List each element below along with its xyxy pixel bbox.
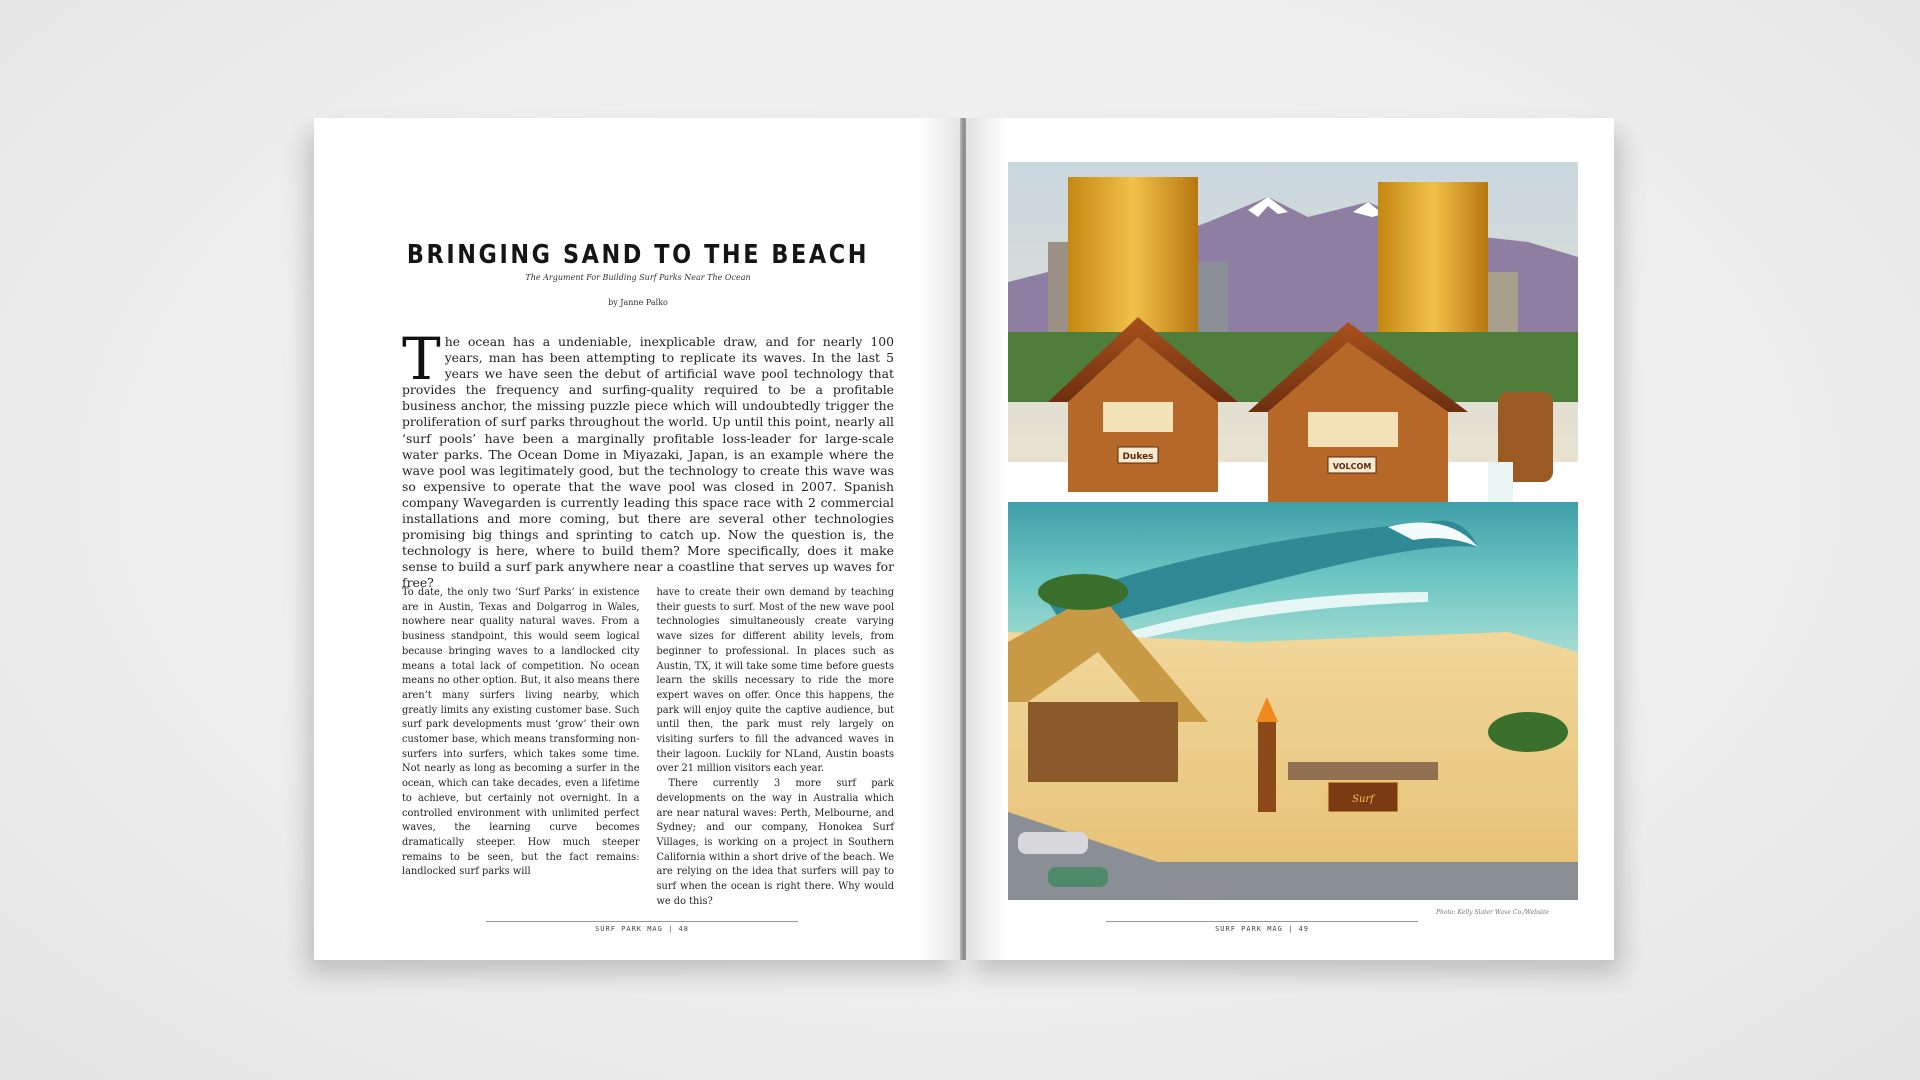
photo-credit: Photo: Kelly Slater Wave Co./Website bbox=[1436, 909, 1549, 916]
article-title: BRINGING SAND TO THE BEACH bbox=[406, 240, 870, 270]
surf-park-illustration bbox=[1008, 162, 1578, 900]
folio-rule bbox=[486, 921, 798, 922]
folio-right bbox=[1106, 921, 1418, 933]
folio-text: SURF PARK MAG | 49 bbox=[1215, 925, 1309, 933]
lodge-window bbox=[1103, 402, 1173, 432]
tiki-hut-bottom bbox=[1028, 702, 1178, 782]
article-subtitle: The Argument For Building Surf Parks Near The Ocean bbox=[525, 273, 751, 282]
sign-volcom-text: VOLCOM bbox=[1332, 462, 1372, 471]
car bbox=[1018, 832, 1088, 854]
body-columns bbox=[402, 586, 894, 909]
body-paragraph: There currently 3 more surf park developments on the way in Australia which are near natural waves: Perth, Melbourne, and Sydney; and our company, Honokea Surf Villages, is working on a project in Southern California within a short drive of the beach. We are relying on the idea that surfers will pay to surf when the ocean is right there. Why would we do this? bbox=[656, 778, 894, 907]
body-column-1 bbox=[402, 586, 640, 909]
car bbox=[1048, 867, 1108, 887]
crowd bbox=[1288, 762, 1438, 780]
article-byline: by Janne Palko bbox=[608, 298, 668, 307]
folio-text: SURF PARK MAG | 48 bbox=[595, 925, 689, 933]
tiki-torch bbox=[1258, 722, 1276, 812]
drop-cap: T bbox=[402, 325, 441, 393]
lodge-window bbox=[1308, 412, 1398, 447]
magazine-spread bbox=[314, 118, 1614, 960]
folio-rule bbox=[1106, 921, 1418, 922]
lead-paragraph bbox=[402, 325, 894, 592]
sign-dukes-text: Dukes bbox=[1122, 452, 1154, 462]
palm-tree bbox=[1488, 712, 1568, 752]
body-paragraph: have to create their own demand by teaching their guests to surf. Most of the new wave pool technologies simultaneously create varying wave sizes for different ability levels, from beginner to professional. In places such as Austin, TX, it will take some time before guests learn the skills necessary to ride the more expert waves on offer. Once this happens, the park will enjoy quite the captive audience, but until then, the park must rely largely on visiting surfers to fill the advanced waves in their lagoon. Luckily for NLand, Austin boasts over 21 million visitors each year. bbox=[656, 587, 894, 775]
folio-left bbox=[486, 921, 798, 933]
body-paragraph: To date, the only two ‘Surf Parks’ in existence are in Austin, Texas and Dolgarrog in Wales, nowhere near quality natural waves. From a business standpoint, this would seem logical because bringing waves to a landlocked city means a total lack of competition. No ocean means no other option. But, it also means there aren’t many surfers living nearby, which greatly limits any existing customer base. Such surf park developments must ‘grow’ their own customer base, which means transforming non-surfers into surfers, which takes some time. Not nearly as long as becoming a surfer in the ocean, which can take decades, even a lifetime to achieve, but certainly not overnight. In a controlled environment with unlimited perfect waves, the learning curve becomes dramatically steeper. How much steeper remains to be seen, but the fact remains: landlocked surf parks will bbox=[402, 587, 640, 878]
body-column-2 bbox=[657, 586, 895, 909]
entrance-sign-text: Surf bbox=[1352, 794, 1374, 805]
left-page bbox=[314, 118, 962, 960]
car bbox=[1168, 880, 1228, 898]
lead-text: he ocean has a undeniable, inexplicable draw, and for nearly 100 years, man has been attempting to replicate its waves. In the last 5 years we have seen the debut of artificial wave pool technology that provides the frequency and surfing-quality required to be a profitable business anchor, the missing puzzle piece which will undoubtedly trigger the proliferation of surf parks throughout the world. Up until this point, nearly all ‘surf pools’ have been a marginally profitable loss-leader for large-scale water parks. The Ocean Dome in Miyazaki, Japan, is an example where the wave pool was legitimately good, but the technology to create this wave was so expensive to operate that the wave pool was closed in 2007. Spanish company Wavegarden is currently leading this space race with 2 commercial installations and more coming, but there are several other technologies promising big things and sprinting to catch up. Now the question is, the technology is here, where to build them? More specifically, does it make sense to build a surf park anywhere near a coastline that serves up waves for free? bbox=[402, 334, 894, 591]
right-page bbox=[966, 118, 1614, 960]
palm-tree bbox=[1038, 574, 1128, 610]
